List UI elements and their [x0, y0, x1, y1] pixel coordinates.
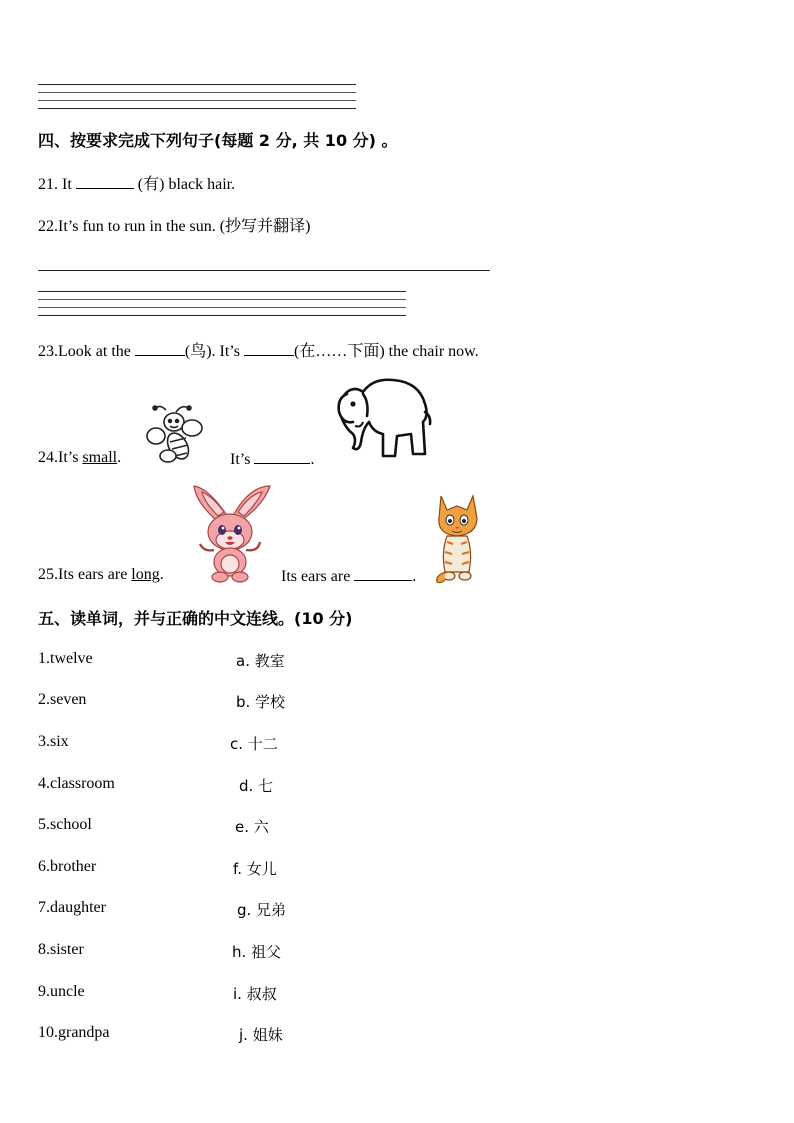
q22-writing-line-1 [38, 291, 406, 292]
english-word[interactable]: 2.seven [38, 691, 87, 708]
q22-writing-line-2 [38, 299, 406, 300]
chinese-word[interactable]: j. 姐妹 [239, 1026, 283, 1044]
chinese-word[interactable]: a. 教室 [236, 652, 285, 670]
bee-icon [146, 402, 206, 466]
question-23 [38, 338, 479, 361]
q24-blank[interactable] [254, 449, 310, 464]
q23-blank-1[interactable] [135, 341, 185, 356]
chinese-word[interactable]: f. 女儿 [233, 860, 277, 878]
question-21 [38, 171, 235, 194]
elephant-icon [333, 372, 433, 464]
writing-line-top-3 [38, 100, 356, 101]
chinese-word[interactable]: i. 叔叔 [233, 985, 277, 1003]
q24-end: . [310, 451, 315, 468]
writing-line-top-2 [38, 92, 356, 93]
q25-underlined-word: long [131, 566, 160, 583]
q25-dot: . [159, 566, 164, 583]
english-word[interactable]: 1.twelve [38, 650, 93, 667]
english-word[interactable]: 8.sister [38, 941, 84, 958]
chinese-word[interactable]: h. 祖父 [232, 943, 282, 961]
q25-blank[interactable] [354, 566, 412, 581]
english-word[interactable]: 7.daughter [38, 899, 106, 916]
q25-end: . [412, 568, 417, 585]
q23-text-a: 23.Look at the [38, 343, 135, 360]
english-word[interactable]: 10.grandpa [38, 1024, 110, 1041]
rabbit-icon [190, 480, 274, 584]
q24-text-b: It’s [230, 451, 255, 468]
english-word[interactable]: 9.uncle [38, 983, 85, 1000]
q22-answer-line[interactable] [38, 270, 490, 271]
q22-writing-line-4 [38, 315, 406, 316]
q24-underlined-word: small [82, 449, 118, 466]
question-24-right [230, 449, 314, 469]
question-24-left [38, 449, 121, 467]
chinese-word[interactable]: g. 兄弟 [237, 901, 287, 919]
q25-text-b: Its ears are [281, 568, 355, 585]
q23-text-b: (鸟). It’s [184, 343, 244, 360]
question-25-left [38, 566, 164, 584]
section-5-title: 五、读单词，并与正确的中文连线。(10 分) [38, 609, 353, 628]
writing-line-top-1 [38, 84, 356, 85]
q23-blank-2[interactable] [244, 341, 294, 356]
english-word[interactable]: 6.brother [38, 858, 97, 875]
chinese-word[interactable]: e. 六 [235, 818, 269, 836]
cat-icon [433, 492, 483, 584]
chinese-word[interactable]: c. 十二 [230, 735, 278, 753]
q24-dot: . [117, 449, 122, 466]
chinese-word[interactable]: d. 七 [239, 777, 274, 795]
q21-text-a: 21. It [38, 176, 76, 193]
question-25-right [281, 566, 416, 586]
q23-text-c: (在……下面) the chair now. [293, 343, 479, 360]
question-22: 22.It’s fun to run in the sun. (抄写并翻译) [38, 218, 311, 235]
english-word[interactable]: 4.classroom [38, 775, 115, 792]
writing-line-top-4 [38, 108, 356, 109]
english-word[interactable]: 3.six [38, 733, 69, 750]
q24-text-a: 24.It’s [38, 449, 83, 466]
section-4-title: 四、按要求完成下列句子(每题 2 分, 共 10 分) 。 [38, 131, 398, 150]
q25-text-a: 25.Its ears are [38, 566, 132, 583]
chinese-word[interactable]: b. 学校 [236, 693, 286, 711]
q21-blank[interactable] [76, 174, 134, 189]
q21-text-b: (有) black hair. [133, 176, 236, 193]
english-word[interactable]: 5.school [38, 816, 92, 833]
q22-writing-line-3 [38, 307, 406, 308]
